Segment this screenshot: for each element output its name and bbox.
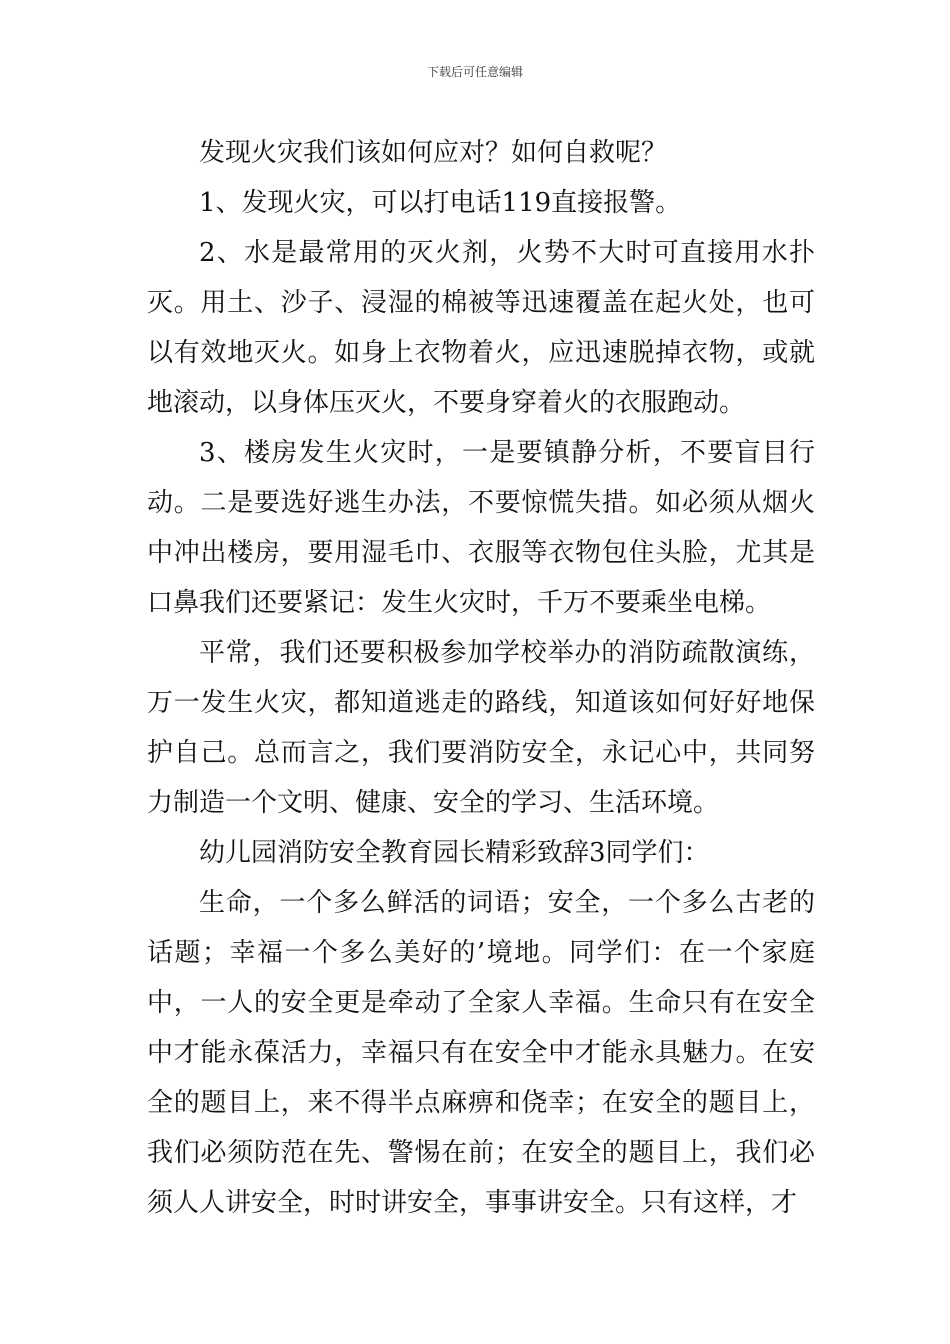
paragraph-speech-body: 生命，一个多么鲜活的词语；安全，一个多么古老的话题；幸福一个多么美好的’境地。同学们：在一个家庭中，一人的安全更是牵动了全家人幸福。生命只有在安全中才能永葆活力，幸福只有在安全中才能永具魅力。在安全的题目上，来不得半点麻痹和侥幸；在安全的题目上，我们必须防范在先、警惕在前；在安全的题目上，我们必须人人讲安全，时时讲安全，事事讲安全。只有这样，才: [147, 888, 815, 1218]
paragraph-question: 发现火灾我们该如何应对？如何自救呢？: [199, 138, 668, 168]
paragraph-item-1: 1、发现火灾，可以打电话119直接报警。: [199, 188, 682, 218]
document-body: [147, 128, 815, 1228]
paragraph-item-2: 2、水是最常用的灭火剂，火势不大时可直接用水扑灭。用土、沙子、浸湿的棉被等迅速覆盖在起火处，也可以有效地灭火。如身上衣物着火，应迅速脱掉衣物，或就地滚动，以身体压灭火，不要身穿着火的衣服跑动。: [147, 238, 815, 418]
paragraph-speech-heading: 幼儿园消防安全教育园长精彩致辞3同学们：: [199, 838, 710, 868]
paragraph-summary: 平常，我们还要积极参加学校举办的消防疏散演练，万一发生火灾，都知道逃走的路线，知道该如何好好地保护自己。总而言之，我们要消防安全，永记心中，共同努力制造一个文明、健康、安全的学习、生活环境。: [147, 638, 815, 818]
paragraph-item-3: 3、楼房发生火灾时，一是要镇静分析，不要盲目行动。二是要选好逃生办法，不要惊慌失措。如必须从烟火中冲出楼房，要用湿毛巾、衣服等衣物包住头脸，尤其是口鼻我们还要紧记：发生火灾时，千万不要乘坐电梯。: [147, 438, 815, 618]
header-note: 下载后可任意编辑: [426, 65, 523, 79]
